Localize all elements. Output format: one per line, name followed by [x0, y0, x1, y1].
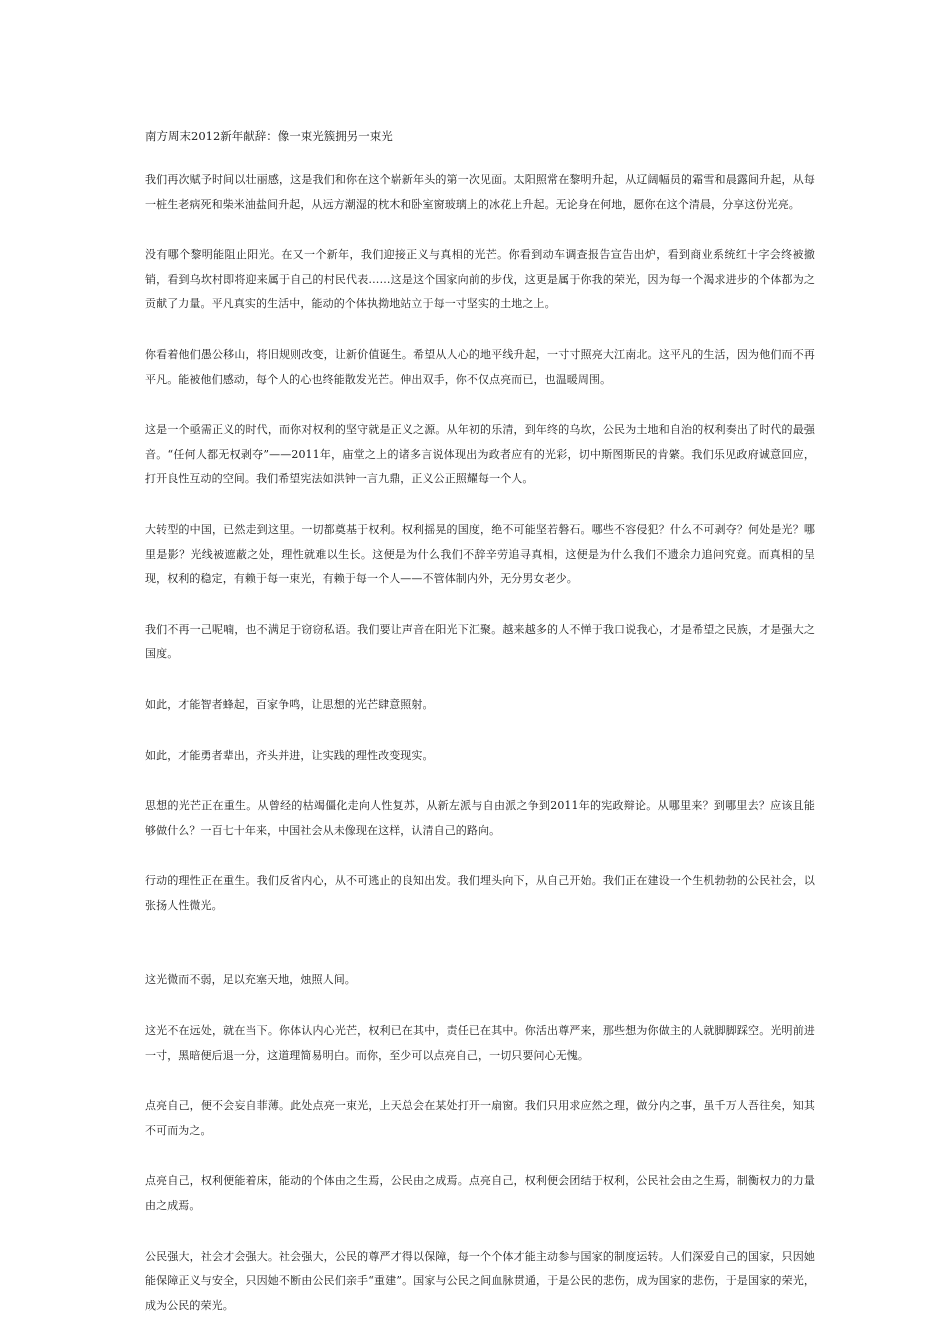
- paragraph: 点亮自己，便不会妄自菲薄。此处点亮一束光，上天总会在某处打开一扇窗。我们只用求应然之理，做分内之事，虽千万人吾往矣，知其不可而为之。: [145, 1099, 815, 1137]
- paragraph: 点亮自己，权利便能着床，能动的个体由之生焉，公民由之成焉。点亮自己，权利便会团结于权利，公民社会由之生焉，制衡权力的力量由之成焉。: [145, 1174, 815, 1213]
- paragraph: 如此，才能智者蜂起，百家争鸣，让思想的光芒肆意照射。: [145, 697, 434, 711]
- paragraph: 没有哪个黎明能阻止阳光。在又一个新年，我们迎接正义与真相的光芒。你看到动车调查报告宣告出炉，看到商业系统红十字会终被撤销，看到乌坎村即将迎来属于自己的村民代表……这是这个国家向前的步伐，这更是属于你我的荣光，因为每一个渴求进步的个体都为之贡献了力量。平凡真实的生活中，能动的个体执拗地站立于每一寸坚实的土地之上。: [145, 248, 815, 311]
- paragraph: 如此，才能勇者辈出，齐头并进，让实践的理性改变现实。: [145, 748, 434, 762]
- document-title: 南方周末2012新年献辞：像一束光簇拥另一束光: [145, 129, 393, 143]
- paragraph: 这是一个亟需正义的时代，而你对权利的坚守就是正义之源。从年初的乐清，到年终的乌坎，公民为土地和自治的权利奏出了时代的最强音。“任何人都无权剥夺”——2011年，庙堂之上的诸多言说体现出为政者应有的光彩，切中斯图斯民的肯綮。我们乐见政府诚意回应，打开良性互动的空间。我们希望宪法如洪钟一言九鼎，正义公正照耀每一个人。: [145, 423, 815, 486]
- paragraph: 这光不在远处，就在当下。你体认内心光芒，权利已在其中，责任已在其中。你活出尊严来，那些想为你做主的人就脚脚踩空。光明前进一寸，黑暗便后退一分，这道理简易明白。而你，至少可以点亮自己，一切只要问心无愧。: [145, 1024, 815, 1062]
- paragraph: 我们不再一己呢喃，也不满足于窃窃私语。我们要让声音在阳光下汇聚。越来越多的人不惮于我口说我心，才是希望之民族，才是强大之国度。: [145, 622, 815, 661]
- paragraph: 你看着他们愚公移山，将旧规则改变，让新价值诞生。希望从人心的地平线升起，一寸寸照亮大江南北。这平凡的生活，因为他们而不再平凡。能被他们感动，每个人的心也终能散发光芒。伸出双手，你不仅点亮而已，也温暖周围。: [145, 347, 815, 386]
- paragraph: 行动的理性正在重生。我们反省内心，从不可逃止的良知出发。我们埋头向下，从自己开始。我们正在建设一个生机勃勃的公民社会，以张扬人性微光。: [145, 874, 815, 912]
- document-page: [145, 126, 815, 1344]
- paragraph: 公民强大，社会才会强大。社会强大，公民的尊严才得以保障，每一个个体才能主动参与国家的制度运转。人们深爱自己的国家，只因她能保障正义与安全，只因她不断由公民们亲手“重建”。国家与公民之间血脉贯通，于是公民的悲伤，成为国家的悲伤，于是国家的荣光，成为公民的荣光。: [145, 1249, 815, 1312]
- paragraph: 这光微而不弱，足以充塞天地，烛照人间。: [145, 973, 356, 987]
- paragraph: 我们再次赋予时间以壮丽感，这是我们和你在这个崭新年头的第一次见面。太阳照常在黎明升起，从辽阔幅员的霜雪和晨露间升起，从每一桩生老病死和柴米油盐间升起，从远方潮湿的枕木和卧室窗玻璃上的冰花上升起。无论身在何地，愿你在这个清晨，分享这份光亮。: [145, 173, 815, 211]
- paragraph: 大转型的中国，已然走到这里。一切都奠基于权利。权利摇晃的国度，绝不可能坚若磐石。哪些不容侵犯？什么不可剥夺？何处是光？哪里是影？光线被遮蔽之处，理性就难以生长。这便是为什么我们不辞辛劳追寻真相，这便是为什么我们不遗余力追问究竟。而真相的呈现，权利的稳定，有赖于每一束光，有赖于每一个人——不管体制内外，无分男女老少。: [145, 522, 815, 586]
- paragraph: 思想的光芒正在重生。从曾经的枯竭僵化走向人性复苏，从新左派与自由派之争到2011年的宪政辩论。从哪里来？到哪里去？应该且能够做什么？一百七十年来，中国社会从未像现在这样，认清自己的路向。: [145, 799, 815, 837]
